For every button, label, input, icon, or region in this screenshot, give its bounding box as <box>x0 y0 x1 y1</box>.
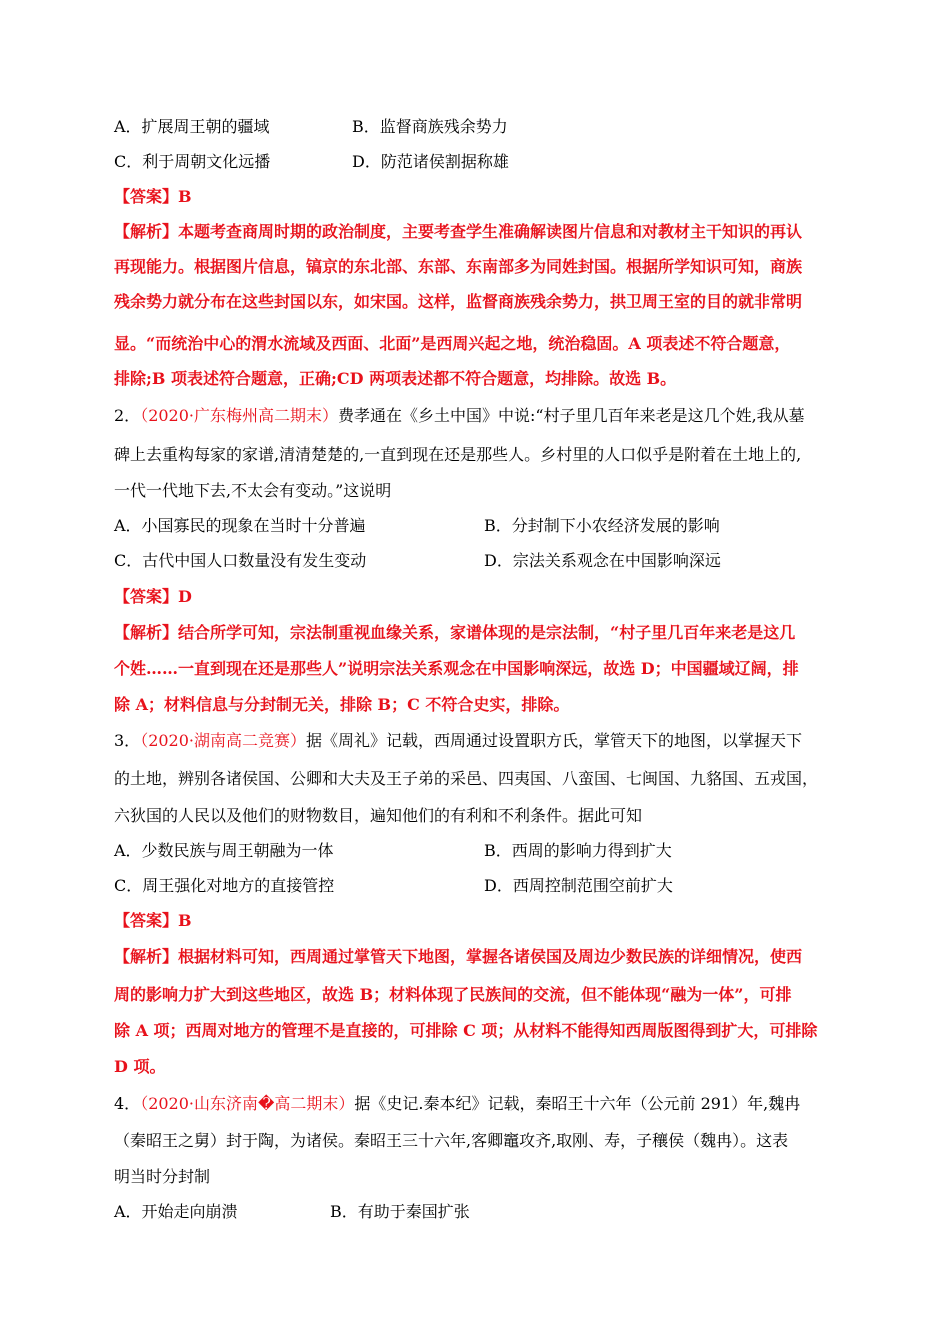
q1-analysis-line: 残余势力就分布在这些封国以东，如宋国。这样，监督商族残余势力，拱卫周王室的目的就非常明 <box>114 292 803 311</box>
q3-option-c: C．周王强化对地方的直接管控 <box>114 876 335 895</box>
q2-option-d: D．宗法关系观念在中国影响深远 <box>484 551 721 570</box>
q4-stem-line: （秦昭王之舅）封于陶，为诸侯。秦昭王三十六年,客卿竈攻齐,取刚、寿，子穰侯（魏冉）。这表 <box>114 1131 789 1150</box>
q2-option-a: A．小国寡民的现象在当时十分普遍 <box>114 516 366 535</box>
q4-number: 4． <box>114 1094 141 1113</box>
q4-stem-first-line <box>114 1093 800 1115</box>
q4-option-a: A．开始走向崩溃 <box>114 1202 238 1221</box>
q3-source: （2020·湖南高二竞赛） <box>140 731 306 750</box>
q2-analysis-line: 除 A；材料信息与分封制无关，排除 B；C 不符合史实，排除。 <box>114 695 570 714</box>
q1-option-b: B．监督商族残余势力 <box>352 117 508 136</box>
q2-stem-line: 碑上去重构每家的家谱,清清楚楚的,一直到现在还是那些人。乡村里的人口似乎是附着在土地上的, <box>114 445 802 464</box>
q1-option-d: D．防范诸侯割据称雄 <box>352 152 509 171</box>
q3-number: 3． <box>114 731 141 750</box>
q2-source: （2020·广东梅州高二期末） <box>140 406 338 425</box>
q1-analysis-line: 显。“而统治中心的渭水流域及西面、北面”是西周兴起之地，统治稳固。A 项表述不符合题意， <box>114 334 791 353</box>
q3-option-a: A．少数民族与周王朝融为一体 <box>114 841 334 860</box>
q2-stem-line: 一代一代地下去,不太会有变动。”这说明 <box>114 481 392 500</box>
q2-analysis-line: 【解析】结合所学可知，宗法制重视血缘关系，家谱体现的是宗法制，“村子里几百年来老是这几 <box>114 623 796 642</box>
q3-stem-line: 六狄国的人民以及他们的财物数目，遍知他们的有利和不利条件。据此可知 <box>114 806 643 825</box>
q3-stem-first-line <box>114 730 802 752</box>
q4-source: （2020·山东济南�高二期末） <box>140 1094 355 1113</box>
q1-analysis-line: 排除;B 项表述符合题意，正确;CD 两项表述都不符合题意，均排除。故选 B。 <box>114 369 677 388</box>
q2-stem-first-line <box>114 405 805 427</box>
q3-option-d: D．西周控制范围空前扩大 <box>484 876 673 895</box>
q3-stem-text: 据《周礼》记载，西周通过设置职方氏，掌管天下的地图，以掌握天下 <box>306 731 803 750</box>
q2-analysis-line: 个姓……一直到现在还是那些人”说明宗法关系观念在中国影响深远，故选 D；中国疆域辽阔，排 <box>114 659 799 678</box>
q3-stem-line: 的土地，辨别各诸侯国、公卿和大夫及王子弟的采邑、四夷国、八蛮国、七闽国、九貉国、五戎国， <box>114 769 819 788</box>
q1-answer: 【答案】B <box>114 187 192 206</box>
q3-answer: 【答案】B <box>114 911 192 930</box>
q1-analysis-line: 【解析】本题考查商周时期的政治制度，主要考查学生准确解读图片信息和对教材主干知识的再认 <box>114 222 803 241</box>
q1-analysis-line: 再现能力。根据图片信息，镐京的东北部、东部、东南部多为同姓封国。根据所学知识可知，商族 <box>114 257 803 276</box>
q2-option-c: C．古代中国人口数量没有发生变动 <box>114 551 367 570</box>
q3-analysis-line: 【解析】根据材料可知，西周通过掌管天下地图，掌握各诸侯国及周边少数民族的详细情况，使西 <box>114 947 803 966</box>
q1-option-c: C．利于周朝文化远播 <box>114 152 271 171</box>
q3-option-b: B．西周的影响力得到扩大 <box>484 841 672 860</box>
q2-number: 2． <box>114 406 141 425</box>
q1-option-a: A．扩展周王朝的疆域 <box>114 117 270 136</box>
q4-option-b: B．有助于秦国扩张 <box>330 1202 470 1221</box>
q3-analysis-line: 周的影响力扩大到这些地区，故选 B；材料体现了民族间的交流，但不能体现“融为一体”，可排 <box>114 985 792 1004</box>
q4-stem-line: 明当时分封制 <box>114 1167 211 1186</box>
q4-stem-text: 据《史记.秦本纪》记载，秦昭王十六年（公元前 291）年,魏冉 <box>354 1094 801 1113</box>
q3-analysis-line: D 项。 <box>114 1057 166 1076</box>
q3-analysis-line: 除 A 项；西周对地方的管理不是直接的，可排除 C 项；从材料不能得知西周版图得到扩大，可排除 <box>114 1021 818 1040</box>
q2-stem-text: 费孝通在《乡土中国》中说:“村子里几百年来老是这几个姓,我从墓 <box>338 406 805 425</box>
q2-answer: 【答案】D <box>114 587 192 606</box>
q2-option-b: B．分封制下小农经济发展的影响 <box>484 516 720 535</box>
